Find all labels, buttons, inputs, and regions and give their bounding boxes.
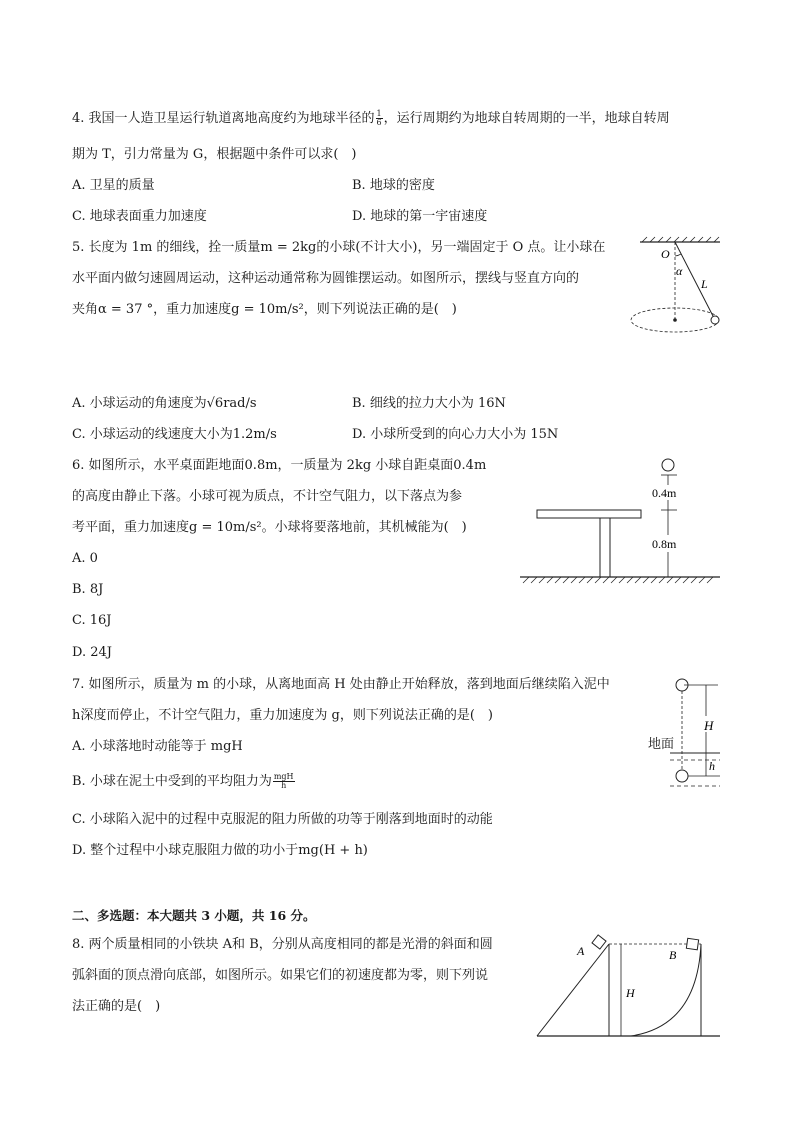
q8-label-a: A	[577, 944, 585, 958]
q8-block-a	[592, 935, 606, 949]
q6-table-leg	[600, 518, 610, 577]
section-multiple-choice-title: 二、多选题：本大题共 3 小题，共 16 分。	[72, 908, 316, 923]
q5-label-alpha: α	[676, 264, 683, 278]
q8-stem-line2: 弧斜面的顶点滑向底部，如图所示。如果它们的初速度都为零，则下列说	[72, 968, 489, 983]
q5-orbit-center	[673, 318, 677, 322]
q7-option-b-fraction	[273, 773, 295, 790]
q7-label-ground: 地面	[648, 737, 675, 752]
q4-stem-line2: 期为 T，引力常量为 G，根据题中条件可以求( )	[72, 147, 357, 162]
q8-label-b: B	[669, 948, 677, 962]
q6-option-a[interactable]: A. 0	[72, 551, 98, 566]
q5-conical-pendulum-figure	[620, 232, 730, 342]
q6-option-d[interactable]: D. 24J	[72, 645, 112, 660]
q5-label-l: L	[701, 277, 708, 291]
q8-slopes-figure	[535, 930, 725, 1042]
q7-option-b-fraction-den: h	[281, 781, 287, 790]
q4-option-a[interactable]: A. 卫星的质量	[72, 178, 155, 193]
q7-stem-line1: 7. 如图所示，质量为 m 的小球，从离地面高 H 处由静止开始释放，落到地面后继续陷入泥中	[72, 677, 610, 692]
q4-option-d[interactable]: D. 地球的第一宇宙速度	[352, 209, 488, 224]
q8-label-H: H	[626, 986, 635, 1000]
q4-fraction	[376, 110, 383, 127]
q6-label-upper: 0.4m	[652, 486, 677, 500]
q7-option-b-text: B. 小球在泥土中受到的平均阻力为	[72, 774, 272, 789]
q5-string	[675, 242, 714, 318]
q7-option-b-fraction-num: mgH	[273, 772, 294, 781]
q6-option-b[interactable]: B. 8J	[72, 582, 104, 597]
q5-label-o: O	[661, 247, 670, 261]
q6-ball	[662, 459, 674, 471]
q5-ceiling-hatch	[642, 237, 719, 242]
q5-option-b[interactable]: B. 细线的拉力大小为 16N	[352, 396, 506, 411]
q4-stem-line1	[72, 110, 670, 128]
q4-stem-text-a: 4. 我国一人造卫星运行轨道离地高度约为地球半径的	[72, 111, 375, 126]
q6-tabletop	[537, 510, 641, 518]
q7-label-h: h	[709, 759, 715, 773]
q5-stem-line3: 夹角α = 37 °，重力加速度g = 10m/s²，则下列说法正确的是( )	[72, 302, 457, 317]
q8-stem-line3: 法正确的是( )	[72, 999, 161, 1014]
q8-block-b	[686, 938, 698, 949]
q6-ground-hatch	[523, 577, 713, 583]
q7-option-a[interactable]: A. 小球落地时动能等于 mgH	[72, 739, 243, 754]
q5-option-c[interactable]: C. 小球运动的线速度大小为1.2m/s	[72, 427, 277, 442]
q7-stem-line2: h深度而停止，不计空气阻力，重力加速度为 g，则下列说法正确的是( )	[72, 708, 493, 723]
q6-stem-line1: 6. 如图所示，水平桌面距地面0.8m，一质量为 2kg 小球自距桌面0.4m	[72, 458, 487, 473]
q8-stem-line1: 8. 两个质量相同的小铁块 A和 B，分别从高度相同的都是光滑的斜面和圆	[72, 937, 493, 952]
q4-option-b[interactable]: B. 地球的密度	[352, 178, 435, 193]
q6-stem-line2: 的高度由静止下落。小球可视为质点，不计空气阻力，以下落点为参	[72, 489, 463, 504]
q4-option-c[interactable]: C. 地球表面重力加速度	[72, 209, 207, 224]
q7-ball-bottom	[676, 770, 688, 782]
q4-fraction-num: 1	[376, 109, 382, 118]
q6-stem-line3: 考平面，重力加速度g = 10m/s²。小球将要落地前，其机械能为( )	[72, 520, 467, 535]
q5-stem-line2: 水平面内做匀速圆周运动，这种运动通常称为圆锥摆运动。如图所示，摆线与竖直方向的	[72, 271, 580, 286]
q6-label-lower: 0.8m	[652, 537, 677, 551]
q5-stem-line1: 5. 长度为 1m 的细线，拴一质量m = 2kg的小球(不计大小)，另一端固定于 O 点。让小球在	[72, 240, 606, 255]
q4-stem-text-b: ，运行周期约为地球自转周期的一半，地球自转周	[383, 111, 670, 126]
q5-ball	[711, 316, 719, 324]
q7-option-d[interactable]: D. 整个过程中小球克服阻力做的功小于mg(H + h)	[72, 843, 368, 858]
q6-option-c[interactable]: C. 16J	[72, 613, 112, 628]
q7-option-c[interactable]: C. 小球陷入泥中的过程中克服泥的阻力所做的功等于刚落到地面时的动能	[72, 812, 493, 827]
q5-option-a[interactable]: A. 小球运动的角速度为√6rad/s	[72, 396, 257, 411]
q6-table-figure	[515, 455, 725, 585]
q8-arc-slope	[631, 944, 701, 1036]
q5-option-d[interactable]: D. 小球所受到的向心力大小为 15N	[352, 427, 559, 442]
q4-fraction-den: 6	[376, 118, 382, 127]
q5-angle-arc	[675, 254, 681, 256]
q7-label-H: H	[704, 718, 714, 733]
q7-option-b[interactable]	[72, 773, 296, 791]
q8-incline	[537, 944, 609, 1036]
